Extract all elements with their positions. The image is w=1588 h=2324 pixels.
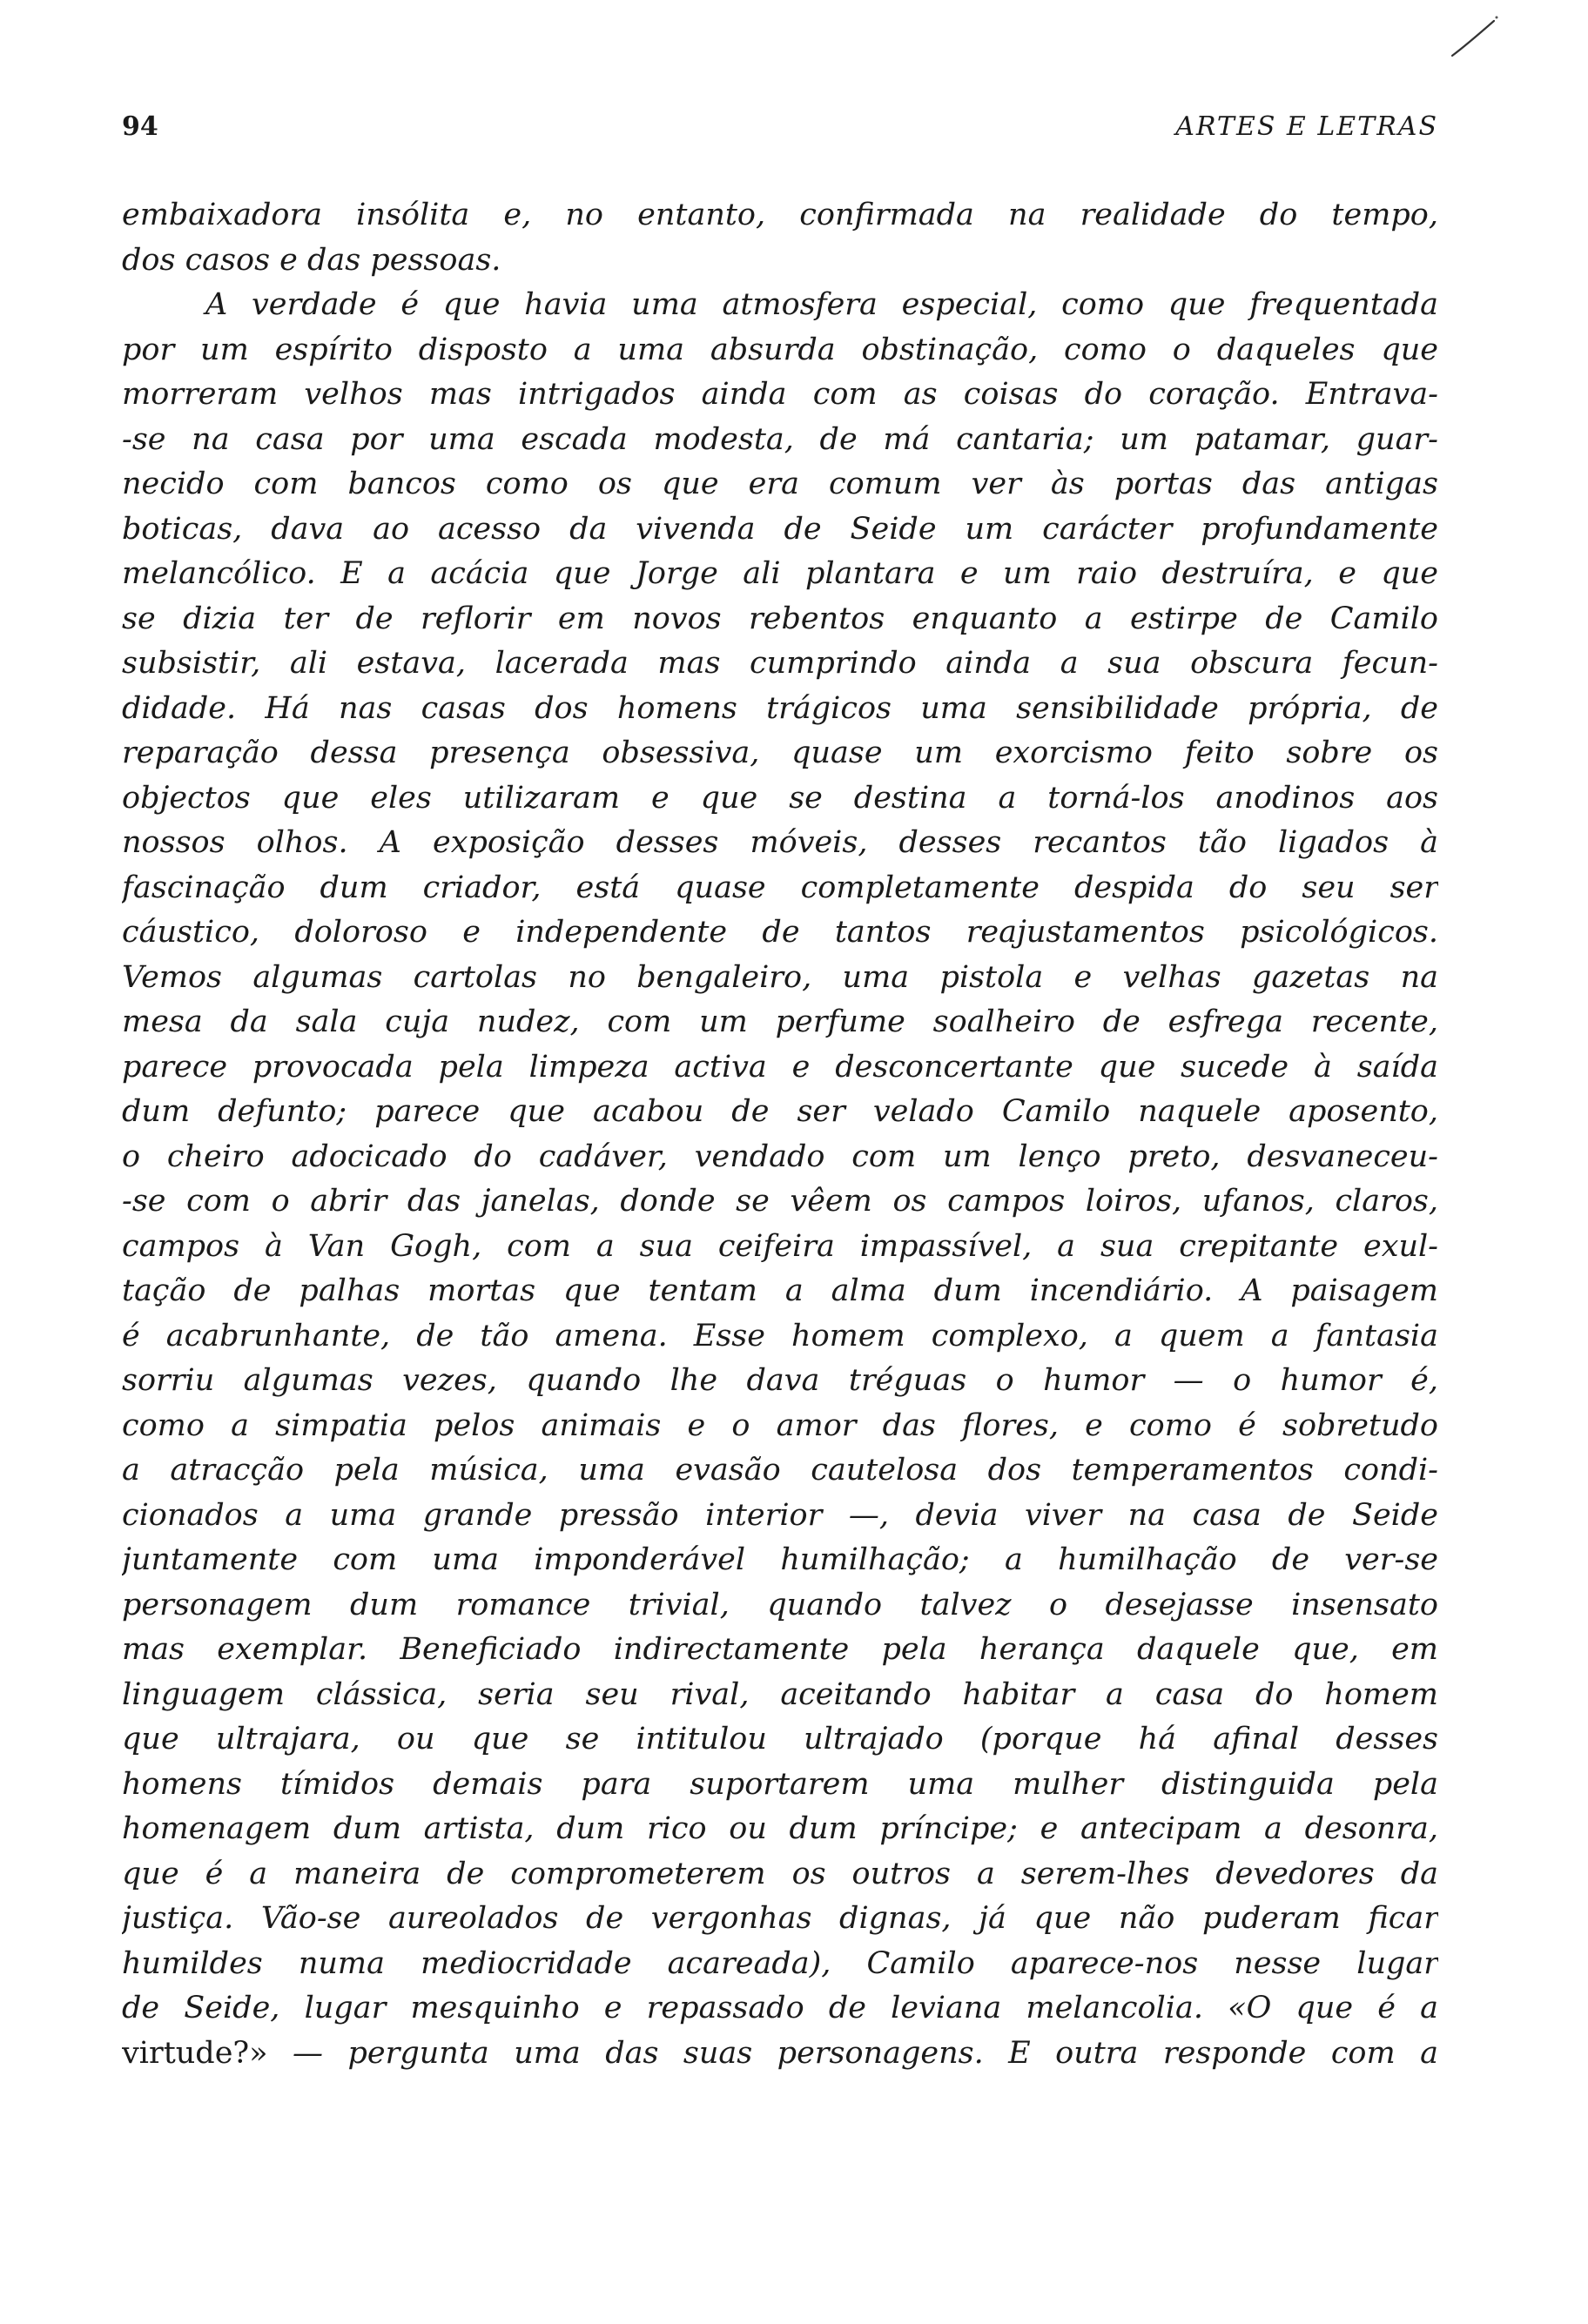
- text-line: didade. Há nas casas dos homens trágicos uma sensibilidade própria, de: [122, 690, 1438, 726]
- text-line: juntamente com uma imponderável humilhação; a humilhação de ver-se: [122, 1542, 1438, 1577]
- pencil-mark: [1447, 10, 1499, 63]
- text-line: humildes numa mediocridade acareada), Camilo aparece-nos nesse lugar: [122, 1945, 1438, 1981]
- text-line: homens tímidos demais para suportarem uma mulher distinguida pela: [122, 1766, 1438, 1802]
- text-line: dos casos e das pessoas.: [122, 242, 501, 278]
- text-line: fascinação dum criador, está quase completamente despida do seu ser: [122, 870, 1438, 905]
- text-line: reparação dessa presença obsessiva, quase um exorcismo feito sobre os: [122, 735, 1438, 770]
- text-line: que ultrajara, ou que se intitulou ultrajado (porque há afinal desses: [122, 1722, 1438, 1756]
- text-line: melancólico. E a acácia que Jorge ali plantara e um raio destruíra, e que: [122, 556, 1438, 591]
- text-line: personagem dum romance trivial, quando talvez o desejasse insensato: [122, 1587, 1438, 1622]
- journal-title: ARTES E LETRAS: [1175, 111, 1438, 142]
- text-line: -se com o abrir das janelas, donde se vêem os campos loiros, ufanos, claros,: [122, 1184, 1438, 1219]
- text-line: parece provocada pela limpeza activa e desconcertante que sucede à saída: [122, 1049, 1438, 1085]
- quoted-word: virtude?»: [122, 2035, 268, 2071]
- text-line: homenagem dum artista, dum rico ou dum príncipe; e antecipam a desonra,: [122, 1811, 1438, 1846]
- text-line: necido com bancos como os que era comum ver às portas das antigas: [122, 467, 1438, 501]
- text-line: cionados a uma grande pressão interior —, devia viver na casa de Seide: [122, 1497, 1438, 1533]
- text-line: é acabrunhante, de tão amena. Esse homem complexo, a quem a fantasia: [122, 1318, 1438, 1353]
- text-line: cáustico, doloroso e independente de tantos reajustamentos psicológicos.: [122, 915, 1438, 950]
- text-line: Vemos algumas cartolas no bengaleiro, uma pistola e velhas gazetas na: [122, 959, 1438, 995]
- text-line: linguagem clássica, seria seu rival, aceitando habitar a casa do homem: [122, 1676, 1438, 1712]
- text-line: boticas, dava ao acesso da vivenda de Seide um carácter profundamente: [122, 511, 1438, 547]
- page-number: 94: [122, 111, 158, 142]
- text-line: justiça. Vão-se aureolados de vergonhas dignas, já que não puderam ficar: [122, 1901, 1438, 1936]
- text-line: que é a maneira de comprometerem os outros a serem-lhes devedores da: [122, 1856, 1438, 1891]
- text-line: morreram velhos mas intrigados ainda com as coisas do coração. Entrava-: [122, 377, 1438, 412]
- text-line: tação de palhas mortas que tentam a alma dum incendiário. A paisagem: [122, 1273, 1438, 1308]
- text-line: o cheiro adocicado do cadáver, vendado com um lenço preto, desvaneceu-: [122, 1138, 1438, 1174]
- text-line: por um espírito disposto a uma absurda obstinação, como o daqueles que: [122, 332, 1438, 367]
- text-line: mas exemplar. Beneficiado indirectamente pela herança daquele que, em: [122, 1632, 1438, 1667]
- text-line: campos à Van Gogh, com a sua ceifeira impassível, a sua crepitante exul-: [122, 1228, 1438, 1264]
- text-line: nossos olhos. A exposição desses móveis, desses recantos tão ligados à: [122, 825, 1438, 860]
- text-line: mesa da sala cuja nudez, com um perfume soalheiro de esfrega recente,: [122, 1004, 1438, 1039]
- text-line-final: [122, 2032, 1438, 2077]
- text-line: se dizia ter de reflorir em novos rebentos enquanto a estirpe de Camilo: [122, 601, 1438, 636]
- text-line: de Seide, lugar mesquinho e repassado de leviana melancolia. «O que é a: [122, 1991, 1438, 2025]
- text-line: embaixadora insólita e, no entanto, confirmada na realidade do tempo,: [122, 198, 1438, 232]
- text-line: objectos que eles utilizaram e que se destina a torná-los anodinos aos: [122, 780, 1438, 816]
- text-line: A verdade é que havia uma atmosfera especial, como que frequentada: [205, 287, 1438, 322]
- text-line: dum defunto; parece que acabou de ser velado Camilo naquele aposento,: [122, 1094, 1438, 1129]
- body-text: [122, 193, 1438, 2076]
- running-header: [122, 108, 1438, 146]
- text-line: a atracção pela música, uma evasão cautelosa dos temperamentos condi-: [122, 1453, 1438, 1488]
- text-line: -se na casa por uma escada modesta, de má cantaria; um patamar, guar-: [122, 421, 1438, 457]
- text-line: como a simpatia pelos animais e o amor das flores, e como é sobretudo: [122, 1407, 1438, 1443]
- text-line-rest: — pergunta uma das suas personagens. E outra responde com a: [267, 2035, 1438, 2071]
- text-line: sorriu algumas vezes, quando lhe dava tréguas o humor — o humor é,: [122, 1363, 1438, 1398]
- text-line: subsistir, ali estava, lacerada mas cumprindo ainda a sua obscura fecun-: [122, 646, 1438, 681]
